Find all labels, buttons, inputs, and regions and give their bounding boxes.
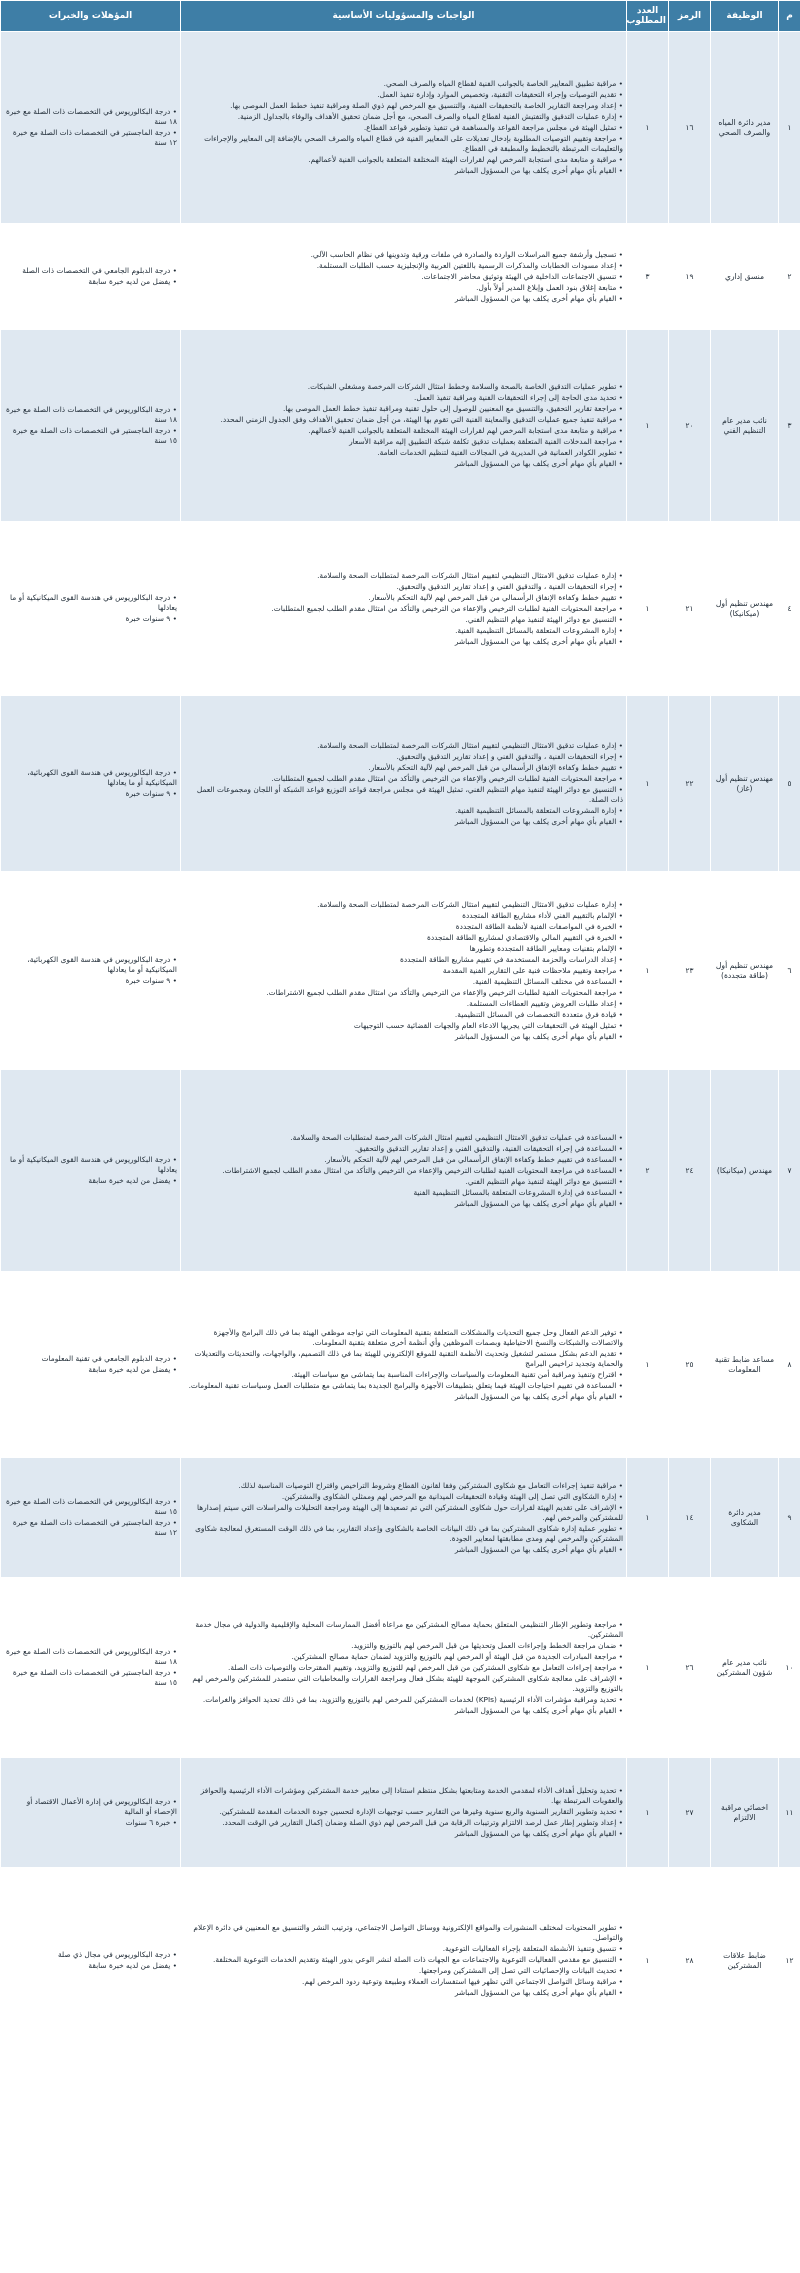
row-number: ٤ [779,522,800,696]
duties-cell [181,1578,627,1758]
table-row [1,32,800,224]
duty-item: • مراقبة وسائل التواصل الاجتماعي التي تظهر فيها استفسارات العملاء وطبيعة وتوعية ردود المرخص لهم. [302,1977,623,1986]
duty-item: • إعداد طلبات العروض وتقييم العطاءات المستلمة. [466,998,623,1008]
duty-item: • القيام بأي مهام أخرى يكلف بها من المسؤول المباشر [454,1031,623,1041]
duty-item: • إعداد ومراجعة التقارير الخاصة بالتحقيقات الفنية، والتنسيق مع المرخص لهم ذوي الصلة ومراقبة تنفيذ خطط العمل الموصى بها. [230,101,623,110]
duty-item: • تنسيق الاجتماعات الداخلية في الهيئة وتوثيق محاضر الاجتماعات. [421,271,623,281]
duty-item: • تطوير المحتويات لمختلف المنشورات والمواقع الإلكترونية ووسائل التواصل الاجتماعي، وترتيب النشر والتنسيق مع المعنيين في دائرة الإعلام والتواصل. [193,1923,623,1942]
duty-item: • إدارة عمليات تدقيق الامتثال التنظيمي لتقييم امتثال الشركات المرخصة لمتطلبات الصحة والسلامة. [317,570,623,580]
required-count: ١ [627,32,669,224]
required-count: ١ [627,330,669,522]
job-code: ١٦ [669,32,711,224]
duty-item: • القيام بأي مهام أخرى يكلف بها من المسؤول المباشر [454,293,623,303]
qualifications-cell [1,1070,181,1272]
duty-item: • التنسيق مع مقدمي الفعاليات التوعوية والاجتماعات مع الجهات ذات الصلة لنشر الوعي بدور الهيئة وتقديم الخدمات التوعوية المختلفة. [212,1955,623,1964]
duty-item: • إعداد وتطوير إطار عمل لرصد الالتزام وترتيبات الرقابة من قبل المرخص لهم ذوي الصلة وضمان إكمال التقارير في الوقت المحدد. [222,1818,623,1827]
required-count: ٢ [627,1070,669,1272]
duty-item: • القيام بأي مهام أخرى يكلف بها من المسؤول المباشر [454,1829,623,1838]
duty-item: • مراقبة و متابعة مدى استجابة المرخص لهم لقرارات الهيئة المختلفة المتعلقة بالجوانب الفنية لأعمالهم. [308,155,623,164]
header-qualifications: المؤهلات والخبرات [1,1,181,32]
qualification-item: • درجة الماجستير في التخصصات ذات الصلة مع خبرة ١٢ سنة [12,128,177,147]
duty-item: • قيادة فرق متعددة التخصصات في المسائل التنظيمية. [454,1009,623,1019]
job-code: ٢٤ [669,1070,711,1272]
row-number: ٩ [779,1458,800,1578]
required-count: ١ [627,1272,669,1458]
qualification-item: • درجة البكالوريوس في هندسة القوى الميكانيكية أو ما يعادلها [10,593,177,612]
duty-item: • تسجيل وأرشفة جميع المراسلات الواردة والصادرة في ملفات ورقية وتدوينها في نظام الحاسب الآلي. [310,249,623,259]
job-code: ٢٢ [669,696,711,872]
job-title: اخصائي مراقبة الالتزام [711,1758,779,1868]
duties-cell [181,522,627,696]
qualifications-cell [1,224,181,330]
qualification-item: • يفضل من لديه خبرة سابقة [88,1365,177,1374]
required-count: ٣ [627,224,669,330]
job-code: ٢١ [669,522,711,696]
duty-item: • مراجعة المحتويات الفنية لطلبات الترخيص والإعفاء من الترخيص والتأكد من امتثال مقدم الطلب لجميع المتطلبات. [271,603,623,613]
duty-item: • مراجعة المحتويات الفنية لطلبات الترخيص والإعفاء من الترخيص والتأكد من امتثال مقدم الطلب لجميع الاشتراطات. [266,987,623,997]
duty-item: • المساعدة في تقييم خطط وكفاءة الإنفاق الرأسمالي من قبل المرخص لهم لآلية التحكم بالأسعار. [324,1154,623,1164]
duty-item: • القيام بأي مهام أخرى يكلف بها من المسؤول المباشر [454,816,623,826]
job-title: منسق إداري [711,224,779,330]
duty-item: • القيام بأي مهام أخرى يكلف بها من المسؤول المباشر [454,636,623,646]
qualifications-cell [1,1868,181,2054]
duty-item: • تنسيق وتنفيذ الأنشطة المتعلقة بإجراء الفعاليات التوعوية. [442,1944,623,1953]
qualification-item: • يفضل من لديه خبرة سابقة [88,277,177,286]
job-code: ٢٧ [669,1758,711,1868]
required-count: ١ [627,1758,669,1868]
qualification-item: • درجة البكالوريوس في التخصصات ذات الصلة مع خبرة ١٨ سنة [5,107,177,126]
qualification-item: • درجة البكالوريوس في مجال ذي صلة [57,1950,177,1959]
job-title: مدير دائرة الشكاوى [711,1458,779,1578]
table-row [1,872,800,1070]
duty-item: • الإشراف على معالجة شكاوى المشتركين الموجهة للهيئة بشكل فعال ومراجعة القرارات والمخاطبات التي ستصدر للمشتركين والمرخص لهم بالتوزيع والتزويد. [192,1673,623,1693]
duty-item: • إجراء التحقيقات الفنية ، والتدقيق الفني و إعداد تقارير التدقيق والتحقيق. [396,751,623,761]
duty-item: • مراجعة المبادرات الجديدة من قبل الهيئة أو المرخص لهم بالتوزيع والتزويد لضمان حماية مصالح المشتركين. [291,1651,623,1661]
row-number: ٨ [779,1272,800,1458]
duties-cell [181,872,627,1070]
job-code: ١٩ [669,224,711,330]
qualifications-cell [1,696,181,872]
qualification-item: • يفضل من لديه خبرة سابقة [88,1961,177,1970]
duty-item: • التنسيق مع دوائر الهيئة لتنفيذ مهام التنظيم الفني. [465,614,623,624]
duty-item: • التنسيق مع دوائر الهيئة لتنفيذ مهام التنظيم الفني. [465,1176,623,1186]
row-number: ١٠ [779,1578,800,1758]
job-code: ٢٦ [669,1578,711,1758]
qualification-item: • خبرة ٦ سنوات [125,1818,177,1827]
job-title: مدير دائرة المياه والصرف الصحي [711,32,779,224]
duty-item: • مراجعة وتقييم التوصيات المطلوبة بإدخال تعديلات على المعايير الفنية في قطاع المياه والصرف الصحي بالإضافة إلى المعايير والإجراءات والتعليمات المرتبطة بالتخطيط والمطبقة في القطاع. [204,134,623,153]
qualifications-cell [1,1578,181,1758]
duty-item: • القيام بأي مهام أخرى يكلف بها من المسؤول المباشر [454,459,623,468]
qualification-item: • درجة الماجستير في التخصصات ذات الصلة مع خبرة ١٥ سنة [12,426,177,445]
row-number: ٧ [779,1070,800,1272]
duty-item: • القيام بأي مهام أخرى يكلف بها من المسؤول المباشر [454,1705,623,1715]
duty-item: • تمثيل الهيئة في مجلس مراجعة القواعد والمساهمة في تنفيذ وتطوير قواعد القطاع. [363,123,623,132]
duty-item: • مراقبة تنفيذ جميع عمليات التدقيق والمعاينة الفنية التي تقوم بها الهيئة، من أجل ضمان تحقيق الأهداف وفق الجدول الزمني المحدد. [220,415,623,424]
job-title: مساعد ضابط تقنية المعلومات [711,1272,779,1458]
duty-item: • تطوير عملية إدارة شكاوى المشتركين بما في ذلك البيانات الخاصة بالشكاوى وإعداد التقارير، بما في ذلك الوقت المستغرق لمعالجة شكاوى المشتركين والمرخص لهم ومدى مطابقتها لمعايير الجودة. [195,1523,623,1543]
header-job: الوظيفة [711,1,779,32]
qualification-item: • درجة الدبلوم الجامعي في التخصصات ذات الصلة [22,266,177,275]
duty-item: • مراجعة إجراءات التعامل مع شكاوى المشتركين من قبل المرخص لهم للتوزيع والتزويد، وتقييم المقترحات والتوصيات ذات الصلة. [228,1662,623,1672]
duty-item: • تطوير عمليات التدقيق الخاصة بالصحة والسلامة وخطط امتثال الشركات المرخصة ومشغلي الشبكات. [307,382,623,391]
required-count: ١ [627,1578,669,1758]
duties-cell [181,1868,627,2054]
qualification-item: • درجة البكالوريوس في هندسة القوى الكهربائية، الميكانيكية أو ما يعادلها [27,955,177,974]
duty-item: • مراجعة وتقييم ملاحظات فنية على التقارير الفنية المقدمة [442,965,623,975]
duties-cell [181,1070,627,1272]
duty-item: • القيام بأي مهام أخرى يكلف بها من المسؤول المباشر [454,166,623,175]
table-body [1,32,800,2054]
table-row [1,224,800,330]
qualifications-cell [1,330,181,522]
qualification-item: • درجة البكالوريوس في إدارة الأعمال الاقتصاد أو الإحصاء أو المالية [26,1797,177,1816]
job-title: مهندس تنظيم أول (غاز) [711,696,779,872]
duty-item: • ضمان مراجعة الخطط وإجراءات العمل وتحديثها من قبل المرخص لهم بالتوزيع والتزويد. [351,1640,623,1650]
duty-item: • تقييم خطط وكفاءة الإنفاق الرأسمالي من قبل المرخص لهم لآلية التحكم بالأسعار. [368,762,623,772]
duty-item: • القيام بأي مهام أخرى يكلف بها من المسؤول المباشر [454,1391,623,1401]
qualification-item: • درجة البكالوريوس في التخصصات ذات الصلة مع خبرة ١٨ سنة [5,405,177,424]
table-row [1,522,800,696]
duty-item: • المساعدة في إدارة المشروعات المتعلقة بالمسائل التنظيمية الفنية [413,1187,623,1197]
duty-item: • متابعة إغلاق بنود العمل وإبلاغ المدير أولاً بأول. [476,282,623,292]
duty-item: • الخبرة في التقييم المالي والاقتصادي لمشاريع الطاقة المتجددة [427,932,623,942]
duty-item: • تطوير الكوادر العمانية في المديرية في المجالات الفنية لتنظيم الخدمات العامة. [377,448,623,457]
duties-cell [181,696,627,872]
qualification-item: • يفضل من لديه خبرة سابقة [88,1176,177,1185]
job-title: ضابط علاقات المشتركين [711,1868,779,2054]
qualification-item: • ٩ سنوات خبرة [125,614,177,623]
qualification-item: • درجة البكالوريوس في هندسة القوى الميكانيكية أو ما يعادلها [10,1155,177,1174]
table-row [1,1578,800,1758]
duty-item: • إدارة عمليات تدقيق الامتثال التنظيمي لتقييم امتثال الشركات المرخصة لمتطلبات الصحة والسلامة. [317,740,623,750]
duty-item: • مراقبة و متابعة مدى استجابة المرخص لهم لقرارات الهيئة المختلفة المتعلقة بالجوانب الفنية لأعمالهم. [308,426,623,435]
duty-item: • تقديم الدعم بشكل مستمر لتشغيل وتحديث الأنظمة التقنية للموقع الإلكتروني للهيئة بما في ذلك التصميم، والواجهات، والتحديثات والتعديلات والحماية وتجديد تراخيص البرامج [194,1348,623,1368]
required-count: ١ [627,1868,669,2054]
qualifications-cell [1,872,181,1070]
row-number: ٦ [779,872,800,1070]
duty-item: • تحديد وتطوير التقارير السنوية والربع سنوية وغيرها من التقارير حسب توجيهات الإدارة لتحسين جودة الخدمات المقدمة للمشتركين. [219,1807,623,1816]
table-row [1,1758,800,1868]
duty-item: • إعداد الدراسات والحزمة المستخدمة في تقييم مشاريع الطاقة المتجددة [400,954,623,964]
header-duties: الواجبات والمسؤوليات الأساسية [181,1,627,32]
duty-item: • إدارة المشروعات المتعلقة بالمسائل التنظيمية الفنية. [455,805,623,815]
row-number: ٢ [779,224,800,330]
job-code: ٢٨ [669,1868,711,2054]
qualification-item: • درجة الماجستير في التخصصات ذات الصلة مع خبرة ١٥ سنة [12,1668,177,1687]
row-number: ١ [779,32,800,224]
qualifications-cell [1,522,181,696]
duty-item: • القيام بأي مهام أخرى يكلف بها من المسؤول المباشر [454,1988,623,1997]
duty-item: • المساعدة في إجراء التحقيقات الفنية، والتدقيق الفني و إعداد تقارير التدقيق والتحقيق. [354,1143,623,1153]
duty-item: • اقتراح وتنفيذ ومراقبة أمن تقنية المعلومات والسياسات والإجراءات المناسبة بما يتماشى مع سياسات الهيئة. [291,1369,623,1379]
duty-item: • القيام بأي مهام أخرى يكلف بها من المسؤول المباشر [454,1198,623,1208]
header-code: الرمز [669,1,711,32]
duties-cell [181,1458,627,1578]
table-row [1,1272,800,1458]
duties-cell [181,224,627,330]
row-number: ٥ [779,696,800,872]
required-count: ١ [627,1458,669,1578]
job-code: ٢٠ [669,330,711,522]
required-count: ١ [627,522,669,696]
duties-cell [181,1272,627,1458]
qualifications-cell [1,32,181,224]
duty-item: • تحديد وتحليل أهداف الأداء لمقدمي الخدمة ومتابعتها بشكل منتظم استنادا إلى معايير خدمة المشتركين ومؤشرات الأداء الرئيسية والحوافز والعقوبات المرتبطة بها. [200,1786,623,1805]
qualification-item: • درجة الدبلوم الجامعي في تقنية المعلومات [41,1354,177,1363]
table-row [1,1070,800,1272]
duty-item: • الإلمام بتقنيات ومعايير الطاقة المتجددة وتطورها [469,943,623,953]
job-title: نائب مدير عام شؤون المشتركين [711,1578,779,1758]
duty-item: • القيام بأي مهام أخرى يكلف بها من المسؤول المباشر [454,1544,623,1554]
duty-item: • إدارة عمليات التدقيق والتفتيش الفنية لقطاع المياه والصرف الصحي، مع أجل ضمان تحقيق الأهداف والوفاء بالجداول الزمنية. [237,112,623,121]
job-code: ٢٣ [669,872,711,1070]
table-row [1,1868,800,2054]
duty-item: • مراجعة وتطوير الإطار التنظيمي المتعلق بحماية مصالح المشتركين مع مراعاة أفضل الممارسات المحلية والإقليمية والدولية في مجال خدمة المشتركين. [195,1619,623,1639]
duty-item: • مراجعة المحتويات الفنية لطلبات الترخيص والإعفاء من الترخيص والتأكد من امتثال مقدم الطلب لجميع المتطلبات. [271,773,623,783]
qualification-item: • درجة البكالوريوس في هندسة القوى الكهربائية، الميكانيكية أو ما يعادلها [27,768,177,787]
qualifications-cell [1,1272,181,1458]
duty-item: • مراجعة تقارير التحقيق، والتنسيق مع المعنيين للوصول إلى حلول تقنية ومراقبة تنفيذ خطط العمل الموصى بها. [282,404,623,413]
duty-item: • المساعدة في مراجعة المحتويات الفنية لطلبات الترخيص والإعفاء من الترخيص والتأكد من امتثال مقدم الطلب لجميع الاشتراطات. [222,1165,623,1175]
required-count: ١ [627,696,669,872]
job-title: مهندس (ميكانيكا) [711,1070,779,1272]
qualification-item: • ٩ سنوات خبرة [125,789,177,798]
job-title: مهندس تنظيم أول (طاقة متجددة) [711,872,779,1070]
qualification-item: • درجة البكالوريوس في التخصصات ذات الصلة مع خبرة ١٨ سنة [5,1647,177,1666]
duty-item: • تحديد ومراقبة مؤشرات الأداء الرئيسية (KPIs) لخدمات المشتركين للمرخص لهم بالتوزيع والتزويد، بما في ذلك تحديد الحوافز والغرامات. [202,1694,623,1704]
duty-item: • الإلمام بالتقييم الفني لأداء مشاريع الطاقة المتجددة [462,910,623,920]
duty-item: • إدارة الشكاوى التي تصل إلى الهيئة وقيادة التحقيقات الميدانية مع المرخص لهم وممثلي الشكاوى والمشتركين. [281,1491,623,1501]
duty-item: • مراقبة تطبيق المعايير الخاصة بالجوانب الفنية لقطاع المياه والصرف الصحي. [383,79,623,88]
row-number: ١١ [779,1758,800,1868]
row-number: ١٢ [779,1868,800,2054]
qualification-item: • ٩ سنوات خبرة [125,976,177,985]
duty-item: • التنسيق مع دوائر الهيئة لتنفيذ مهام التنظيم الفني، تمثيل الهيئة في مجلس مراجعة قواعد التوزيع قواعد الشبكة أو اللجان ومجموعات العمل ذات الصلة. [196,784,623,804]
job-code: ٢٥ [669,1272,711,1458]
duty-item: • إدارة المشروعات المتعلقة بالمسائل التنظيمية الفنية. [455,625,623,635]
duty-item: • توفير الدعم الفعال وحل جميع التحديات والمشكلات المتعلقة بتقنية المعلومات التي تواجه موظفي الهيئة بما في ذلك البرامج والأجهزة والاتصالات والشبكات والنسخ الاحتياطية وبصمات الموظفين وأي أنظمة أخرى متعلقة بتقنية المعلومات. [213,1327,623,1347]
duty-item: • الخبرة في المواصفات الفنية لأنظمة الطاقة المتجددة [455,921,623,931]
duty-item: • المساعدة في عمليات تدقيق الامتثال التنظيمي لتقييم امتثال الشركات المرخصة لمتطلبات الصحة والسلامة. [290,1132,623,1142]
duty-item: • تحديد مدى الحاجة إلى إجراء التحقيقات الفنية ومراقبة تنفيذ العمل. [414,393,623,402]
job-code: ١٤ [669,1458,711,1578]
duty-item: • إجراء التحقيقات الفنية ، والتدقيق الفني و إعداد تقارير التدقيق والتحقيق. [396,581,623,591]
qualification-item: • درجة البكالوريوس في التخصصات ذات الصلة مع خبرة ١٥ سنة [5,1497,177,1516]
duty-item: • إدارة عمليات تدقيق الامتثال التنظيمي لتقييم امتثال الشركات المرخصة لمتطلبات الصحة والسلامة. [317,899,623,909]
header-num: م [779,1,800,32]
duty-item: • تقديم التوصيات وإجراء التحقيقات التقنية، وتخصيص الموارد وإدارة تنفيذ العمل. [377,90,623,99]
duties-cell [181,330,627,522]
duty-item: • مراجعة المدخلات الفنية المتعلقة بعمليات تدقيق تكلفة شبكة التطبيق إليه مراقبة الأسعار [349,437,623,446]
table-row [1,1458,800,1578]
qualifications-cell [1,1458,181,1578]
job-title: مهندس تنظيم أول (ميكانيكا) [711,522,779,696]
duty-item: • تحديث البيانات والإحصائيات التي تصل إلى المشتركين ومراجعتها. [418,1966,623,1975]
job-title: نائب مدير عام التنظيم الفني [711,330,779,522]
table-header-row [1,1,800,32]
duties-cell [181,1758,627,1868]
duty-item: • المساعدة في مختلف المسائل التنظيمية الفنية. [472,976,623,986]
qualification-item: • درجة الماجستير في التخصصات ذات الصلة مع خبرة ١٢ سنة [12,1518,177,1537]
duty-item: • تقييم خطط وكفاءة الإنفاق الرأسمالي من قبل المرخص لهم لآلية التحكم بالأسعار. [368,592,623,602]
header-count: العدد المطلوب [627,1,669,32]
required-count: ١ [627,872,669,1070]
duty-item: • تمثيل الهيئة في التحقيقات التي يجريها الادعاء العام والجهات القضائية حسب التوجيهات [353,1020,623,1030]
duty-item: • الإشراف على تقديم الهيئة لقرارات حول شكاوى المشتركين التي تم تصعيدها إلى الهيئة ومراجعة التحليلات والمراسلات التي سيتم إصدارها للمشتركين والمرخص لهم. [197,1502,623,1522]
duty-item: • مراقبة تنفيذ إجراءات التعامل مع شكاوى المشتركين وفقا لقانون القطاع وشروط التراخيص واقتراح التوصيات المناسبة لذلك. [238,1480,623,1490]
duty-item: • المساعدة في تقييم احتياجات الهيئة فيما يتعلق بتطبيقات الأجهزة والبرامج الجديدة بما يتماشى مع متطلبات العمل وسياسات تقنية المعلومات. [188,1380,623,1390]
table-row [1,696,800,872]
duty-item: • إعداد مسودات الخطابات والمذكرات الرسمية باللغتين العربية والإنجليزية حسب الطلبات المستلمة. [316,260,623,270]
duties-cell [181,32,627,224]
row-number: ٣ [779,330,800,522]
qualifications-cell [1,1758,181,1868]
table-row [1,330,800,522]
